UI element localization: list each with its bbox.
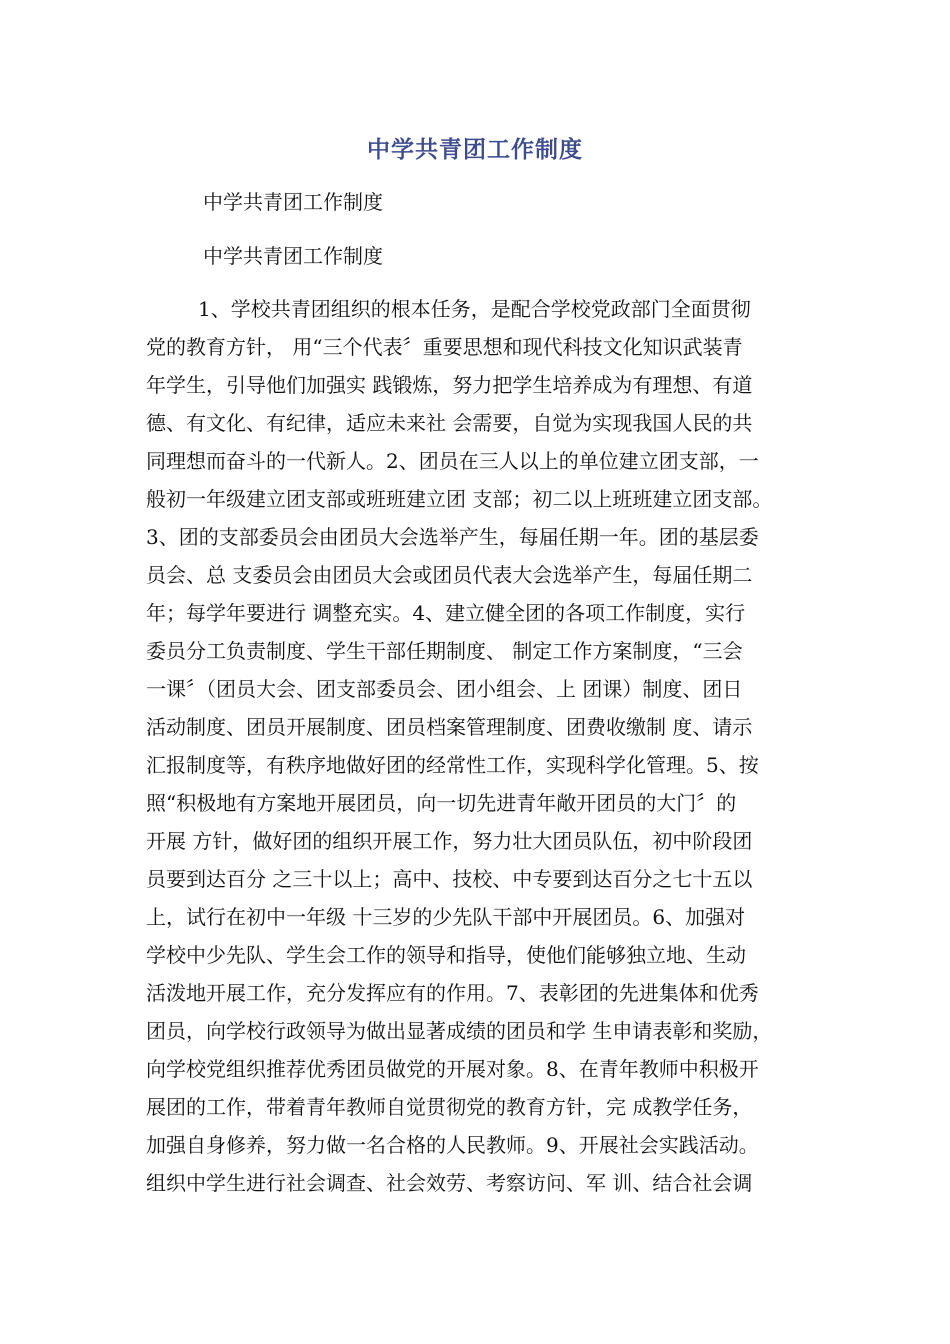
body-line: 开展 方针，做好团的组织开展工作，努力壮大团员队伍，初中阶段团 (146, 829, 753, 853)
body-line: 活泼地开展工作，充分发挥应有的作用。7、表彰团的先进集体和优秀 (146, 981, 759, 1005)
body-line: 加强自身修养，努力做一名合格的人民教师。9、开展社会实践活动。 (146, 1133, 759, 1157)
body-line: 展团的工作，带着青年教师自觉贯彻党的教育方针，完 成教学任务， (146, 1095, 753, 1119)
body-line: 德、有文化、有纪律，适应未来社 会需要，自觉为实现我国人民的共 (146, 411, 753, 435)
body-line: 1、学校共青团组织的根本任务，是配合学校党政部门全面贯彻 (198, 297, 751, 321)
body-line: 党的教育方针， 用“三个代表〞重要思想和现代科技文化知识武装青 (146, 335, 743, 359)
body-line: 员要到达百分 之三十以上；高中、技校、中专要到达百分之七十五以 (146, 867, 753, 891)
body-line: 般初一年级建立团支部或班班建立团 支部；初二以上班班建立团支部。 (146, 487, 773, 511)
body-line: 一课〞（团员大会、团支部委员会、团小组会、上 团课）制度、团日 (146, 677, 743, 701)
body-line: 年；每学年要进行 调整充实。4、建立健全团的各项工作制度，实行 (146, 601, 746, 625)
body-line: 委员分工负责制度、学生干部任期制度、 制定工作方案制度，“三会 (146, 639, 743, 663)
body-line: 汇报制度等，有秩序地做好团的经常性工作，实现科学化管理。5、按 (146, 753, 759, 777)
body-line: 组织中学生进行社会调查、社会效劳、考察访问、军 训、结合社会调 (146, 1171, 753, 1195)
body-line: 学校中少先队、学生会工作的领导和指导，使他们能够独立地、生动 (146, 943, 746, 967)
body-line: 同理想而奋斗的一代新人。2、团员在三人以上的单位建立团支部，一 (146, 449, 759, 473)
body-line: 活动制度、团员开展制度、团员档案管理制度、团费收缴制 度、请示 (146, 715, 753, 739)
document-title: 中学共青团工作制度 (367, 137, 583, 163)
body-line: 3、团的支部委员会由团员大会选举产生，每届任期一年。团的基层委 (146, 525, 759, 549)
body-line: 照“积极地有方案地开展团员，向一切先进青年敞开团员的大门〞的 (146, 791, 737, 815)
body-line: 团员，向学校行政领导为做出显著成绩的团员和学 生申请表彰和奖励， (146, 1019, 773, 1043)
body-line: 向学校党组织推荐优秀团员做党的开展对象。8、在青年教师中积极开 (146, 1057, 759, 1081)
body-line: 员会、总 支委员会由团员大会或团员代表大会选举产生，每届任期二 (146, 563, 753, 587)
body-line: 年学生，引导他们加强实 践锻炼，努力把学生培养成为有理想、有道 (146, 373, 753, 397)
body-line: 上，试行在初中一年级 十三岁的少先队干部中开展团员。6、加强对 (146, 905, 746, 929)
subtitle-line-2: 中学共青团工作制度 (203, 244, 383, 268)
body-text (146, 290, 826, 1202)
subtitle-line-1: 中学共青团工作制度 (203, 190, 383, 214)
